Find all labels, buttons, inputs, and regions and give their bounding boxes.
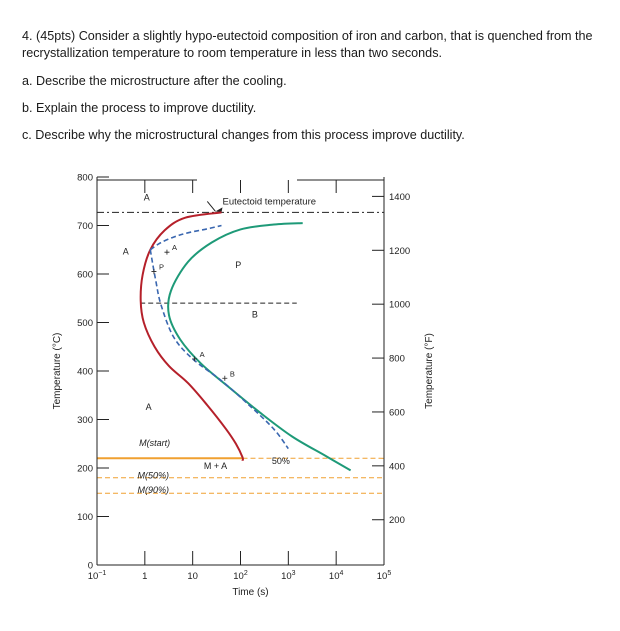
y2-tick-label: 600 xyxy=(389,407,405,419)
x-axis-title: Time (s) xyxy=(232,587,269,598)
question-part-c: c. Describe why the microstructural changes from this process improve ductility. xyxy=(22,128,465,142)
y-tick-label: 300 xyxy=(77,415,93,426)
eutectoid-arrow xyxy=(207,201,215,211)
path-marker xyxy=(192,356,197,361)
x-tick-label: $10^5$ xyxy=(376,570,392,582)
path-marker-label: A xyxy=(199,349,205,359)
question-stem-line2: recrystallization temperature to room temperature in less than two seconds. xyxy=(22,46,442,60)
y-tick-label: 100 xyxy=(77,512,93,523)
x-tick-label: $10^2$ xyxy=(233,570,248,582)
region-label: A xyxy=(145,401,152,412)
y-tick-label: 800 xyxy=(77,172,93,184)
diagram-labels xyxy=(52,173,435,599)
eutectoid-label: Eutectoid temperature xyxy=(222,196,317,208)
region-label: M + A xyxy=(203,460,228,471)
y2-tick-label: 400 xyxy=(389,461,405,473)
y2-tick-label: 800 xyxy=(389,353,405,365)
region-label: P xyxy=(235,260,242,271)
question-stem-line1: 4. (45pts) Consider a slightly hypo-eutectoid composition of iron and carbon, that is quenched from the xyxy=(22,29,593,43)
x-tick-label: 10 xyxy=(187,571,198,582)
y2-axis-title: Temperature (°F) xyxy=(424,333,435,409)
path-marker xyxy=(164,250,169,255)
y2-tick-label: 1400 xyxy=(389,191,411,203)
region-label: 50% xyxy=(271,456,290,467)
path-marker xyxy=(151,269,156,274)
region-label: M(50%) xyxy=(137,470,170,481)
y2-tick-label: 1200 xyxy=(389,245,411,257)
x-tick-label: $10^4$ xyxy=(328,570,344,582)
path-marker-label: B xyxy=(229,369,235,379)
question-part-b: b. Explain the process to improve ductility. xyxy=(22,101,257,115)
path-marker-label: P xyxy=(158,262,164,272)
y-tick-label: 0 xyxy=(87,560,93,572)
path-marker-label: A xyxy=(171,243,177,253)
transformation-finish-curve xyxy=(168,223,351,470)
y-tick-label: 700 xyxy=(77,221,93,232)
diagram-axes xyxy=(97,177,384,565)
fifty-percent-curve-mid-upper xyxy=(150,226,221,253)
question-part-a: a. Describe the microstructure after the cooling. xyxy=(22,74,287,88)
transformation-start-curve xyxy=(141,212,243,460)
x-tick-label: 1 xyxy=(142,571,148,582)
region-label: M(start) xyxy=(139,438,171,449)
path-marker xyxy=(222,376,227,381)
y2-tick-label: 1000 xyxy=(389,299,411,311)
region-label: A xyxy=(122,246,129,257)
y2-tick-label: 200 xyxy=(389,515,405,527)
region-label: A xyxy=(143,192,150,203)
x-tick-label: $10^{-1}$ xyxy=(87,570,107,582)
y-tick-label: 500 xyxy=(77,318,93,329)
y-axis-title: Temperature (°C) xyxy=(52,332,63,410)
eutectoid-arrowhead xyxy=(215,207,222,212)
x-tick-label: $10^3$ xyxy=(281,570,296,582)
y-tick-label: 400 xyxy=(77,366,93,378)
region-label: M(90%) xyxy=(137,485,170,496)
diagram-lines xyxy=(97,201,384,496)
y-tick-label: 600 xyxy=(77,269,93,281)
region-label: B xyxy=(251,309,258,320)
y-tick-label: 200 xyxy=(77,463,93,475)
